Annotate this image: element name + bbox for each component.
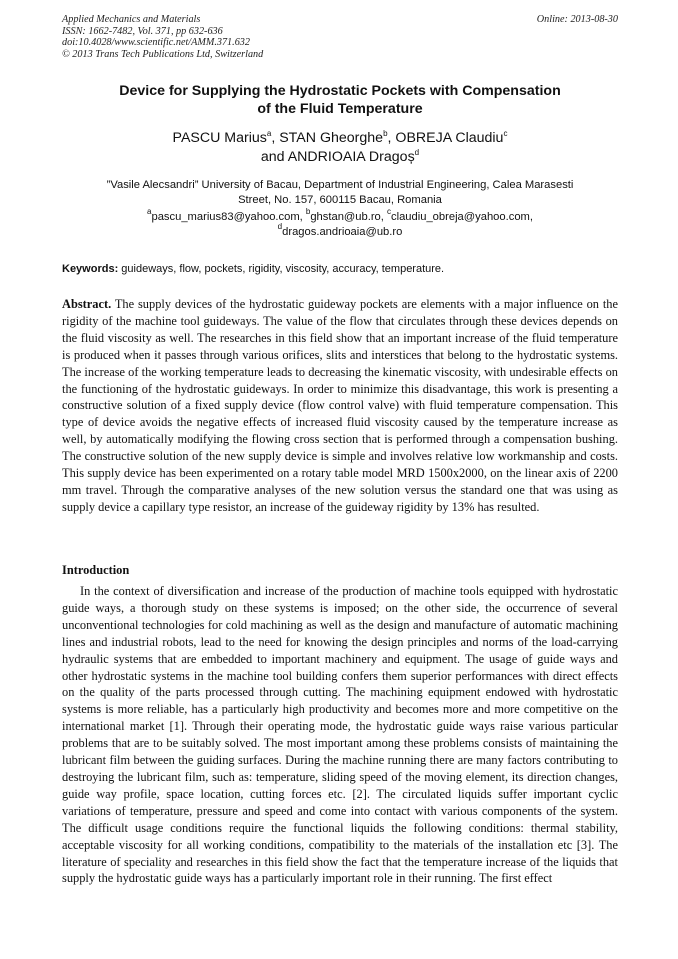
paper-title (62, 82, 618, 118)
author-separator: , (271, 130, 280, 146)
author-line-2 (62, 148, 618, 167)
affiliation-line-2: Street, No. 157, 600115 Bacau, Romania (238, 193, 442, 206)
author-superscript: b (383, 129, 388, 138)
author-separator: , (387, 130, 396, 146)
author-emails (62, 207, 618, 239)
author-name: STAN Gheorghe (279, 130, 384, 146)
author-superscript: c (503, 129, 508, 138)
author-list (62, 129, 618, 167)
doi-line[interactable]: doi:10.4028/www.scientific.net/AMM.371.632 (62, 37, 250, 48)
email-link[interactable]: pascu_marius83@yahoo.com, (151, 211, 306, 223)
author-name: ANDRIOAIA Dragoș (287, 149, 415, 165)
email-link[interactable]: claudiu_obreja@yahoo.com, (391, 211, 533, 223)
affiliation (62, 178, 618, 207)
abstract (62, 296, 618, 516)
author-conjunction: and (260, 149, 288, 165)
email-line-1 (62, 207, 618, 225)
author-name: OBREJA Claudiu (395, 130, 504, 146)
affiliation-line-1: ”Vasile Alecsandri” University of Bacau, Department of Industrial Engineering, Calea Marasesti (106, 179, 574, 191)
author-superscript: a (266, 129, 272, 138)
email-link[interactable]: ghstan@ub.ro, (310, 211, 387, 223)
section-heading: Introduction (62, 563, 130, 577)
email-superscript: b (305, 207, 311, 216)
email-superscript: c (387, 207, 391, 216)
online-date: Online: 2013-08-30 (536, 14, 618, 25)
email-superscript: d (277, 221, 283, 231)
author-name: PASCU Marius (172, 130, 267, 146)
title-line-2: of the Fluid Temperature (257, 101, 423, 117)
email-link[interactable]: dragos.andrioaia@ub.ro (282, 225, 403, 238)
introduction-paragraph: In the context of diversification and increase of the production of machine tools equipped with hydrostatic guide ways, a thorough study on these systems is imposed; on the other side, the occurrence of several unconventional technologies for cold machining as well as the design and manufacture of automatic machining lines and industrial robots, lead to the need for knowing the design principles and norms of the load-carrying hydraulic systems that are embedded to important machinery and equipment. The usage of guide ways and other hydrostatic systems in the machine tool building confers them superior performances with direct effects on the quality of the parts processed through cutting. The machining equipment endowed with hydrostatic systems is more reliable, has a particularly high productivity and becomes more and more competitive on the international market [1]. Through their operating mode, the hydrostatic guide ways raise various particular problems that are to be suitably solved. The most important among these problems consists of maintaining the lubricant film between the guiding surfaces. During the machine running there are many factors contributing to destroying the lubricant film, such as: temperature, sliding speed of the moving element, its direction changes, guide way profile, space location, cutting forces etc. [2]. The circulated liquids suffer important cyclic variations of temperature, pressure and speed and come into contact with various components of the system. The difficult usage conditions require the functional liquids the following conditions: thermal stability, acceptable viscosity for all working conditions, compatibility to the materials of the installation etc [3]. The literature of speciality and researches in this field show the fact that the temperature increase of the liquids that supply the hydrostatic guide ways has a particularly important role in their running. The first effect (62, 584, 618, 886)
copyright-line: © 2013 Trans Tech Publications Ltd, Switzerland (62, 48, 264, 60)
email-superscript: a (147, 207, 152, 216)
issn-line: ISSN: 1662-7482, Vol. 371, pp 632-636 (62, 25, 223, 37)
abstract-label: Abstract. (62, 297, 112, 311)
email-line-2 (62, 221, 618, 240)
title-line-1: Device for Supplying the Hydrostatic Pockets with Compensation (119, 83, 561, 99)
author-line-1 (62, 129, 618, 148)
keywords-label: Keywords: (62, 263, 119, 275)
abstract-text: The supply devices of the hydrostatic guideway pockets are elements with a major influence on the rigidity of the machine tool guideways. The value of the flow that circulates through these devices depends on the fluid viscosity as well. The researches in this field show that an important increase of the fluid temperature is produced when it passes through various orifices, slits and interstices that belong to the hydrostatic systems. The increase of the working temperature leads to decreasing the kinematic viscosity, with undesirable effects on the functioning of the hydrostatic guideways. In order to minimize this disadvantage, this work is presenting a constructive solution of a fixed supply device (flow control valve) with fluid temperature compensation. This type of device avoids the negative effects of increased fluid viscosity caused by the temperature increase as well, by automatically modifying the flowing cross section that is performed through a compensation bushing. The constructive solution of the new supply device is simple and involves relative low workmanship and costs. This supply device has been experimented on a rotary table model MRD 1500x2000, on the linear axis of 2200 mm travel. Through the comparative analyses of the new solution versus the standard one that was using as supply device a capillary type resistor, an increase of the guideway rigidity by 13% has resulted. (62, 297, 618, 514)
keywords-text: guideways, flow, pockets, rigidity, viscosity, accuracy, temperature. (118, 263, 445, 275)
keywords (62, 262, 618, 276)
author-superscript: d (414, 148, 420, 157)
journal-name: Applied Mechanics and Materials (62, 14, 201, 25)
journal-header (62, 14, 618, 60)
